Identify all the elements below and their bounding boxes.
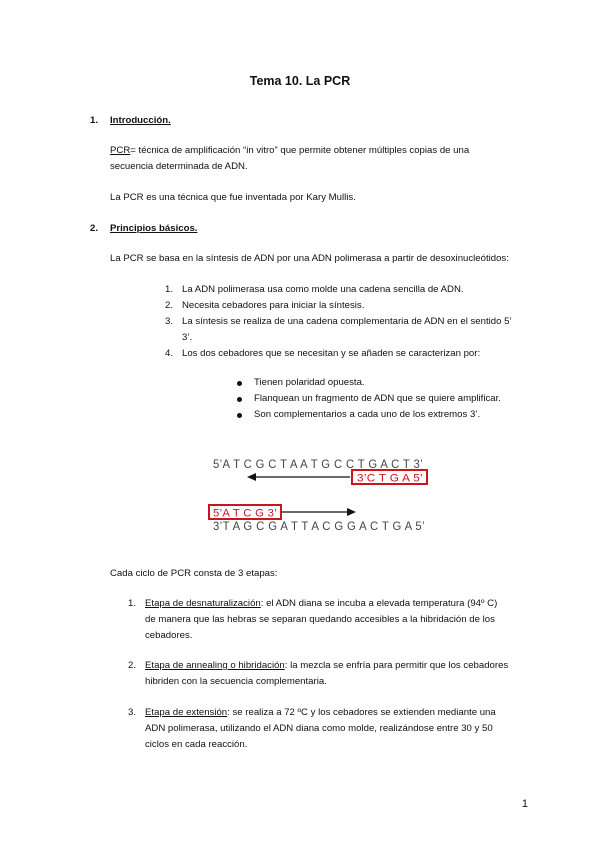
step-3-line-2: ADN polimerasa, utilizando el ADN diana como molde, realizándose entre 30 y 50 [145, 723, 493, 734]
pcr-definition: = técnica de amplificación “in vitro” que permite obtener múltiples copias de una [130, 145, 470, 156]
step-3-line-1 [145, 705, 496, 720]
top-strand-sequence: 5’A T C G C T A A T G C C T G A C T 3’ [213, 459, 423, 471]
step-label: Etapa de desnaturalización [145, 598, 261, 609]
step-1-line-3: cebadores. [145, 630, 193, 641]
step-number: 2. [128, 660, 137, 671]
list-number: 3. [165, 316, 174, 327]
section-number: 2. [90, 223, 99, 234]
step-2-line-1 [145, 658, 508, 673]
list-item: Necesita cebadores para iniciar la síntesis. [182, 300, 365, 311]
top-primer-sequence: 3’C T G A 5’ [357, 472, 423, 485]
right-arrow-icon [347, 508, 356, 516]
intro-line-1 [110, 143, 469, 158]
principles-lead: La PCR se basa en la síntesis de ADN por una ADN polimerasa a partir de desoxinucleótidos: [110, 253, 509, 264]
list-number: 2. [165, 300, 174, 311]
section-heading-introduccion: Introducción. [110, 115, 171, 126]
step-1-line-2: de manera que las hebras se separan quedando accesibles a la hibridación de los [145, 614, 495, 625]
list-number: 1. [165, 284, 174, 295]
step-label: Etapa de annealing o hibridación [145, 660, 285, 671]
step-2-line-2: hibriden con la secuencia complementaria. [145, 676, 327, 687]
list-number: 4. [165, 348, 174, 359]
bullet-icon [237, 413, 242, 418]
step-number: 3. [128, 707, 137, 718]
left-arrow-icon [247, 473, 256, 481]
step-1-line-1 [145, 596, 497, 611]
list-item: Los dos cebadores que se necesitan y se añaden se caracterizan por: [182, 348, 481, 359]
step-3-line-3: ciclos en cada reacción. [145, 739, 248, 750]
list-item: La ADN polimerasa usa como molde una cadena sencilla de ADN. [182, 284, 464, 295]
section-number: 1. [90, 115, 99, 126]
step-text: : la mezcla se enfría para permitir que los cebadores [284, 660, 509, 671]
primer-diagram [200, 452, 440, 532]
bullet-item: Flanquean un fragmento de ADN que se quiere amplificar. [254, 393, 501, 404]
step-number: 1. [128, 598, 137, 609]
page-title: Tema 10. La PCR [249, 74, 351, 88]
step-label: Etapa de extensión [145, 707, 228, 718]
intro-paragraph-2: La PCR es una técnica que fue inventada por Kary Mullis. [110, 192, 356, 203]
bottom-strand-sequence: 3’T A G C G A T T A C G G A C T G A 5’ [213, 521, 425, 532]
section-heading-principios: Principios básicos. [110, 223, 198, 234]
bullet-icon [237, 381, 242, 386]
bullet-item: Son complementarios a cada uno de los extremos 3’. [254, 409, 481, 420]
bullet-icon [237, 397, 242, 402]
step-text: : el ADN diana se incuba a elevada temperatura (94º C) [260, 598, 498, 609]
step-text: : se realiza a 72 ºC y los cebadores se extienden mediante una [227, 707, 496, 718]
list-item: La síntesis se realiza de una cadena complementaria de ADN en el sentido 5’ [182, 316, 512, 327]
list-item-continuation: 3’. [182, 332, 193, 343]
intro-line-2: secuencia determinada de ADN. [110, 161, 248, 172]
bottom-primer-sequence: 5’A T C G 3’ [213, 507, 277, 520]
bullet-item: Tienen polaridad opuesta. [254, 377, 365, 388]
page-number: 1 [521, 798, 528, 810]
cycle-lead: Cada ciclo de PCR consta de 3 etapas: [110, 568, 278, 579]
pcr-term: PCR [110, 145, 131, 156]
